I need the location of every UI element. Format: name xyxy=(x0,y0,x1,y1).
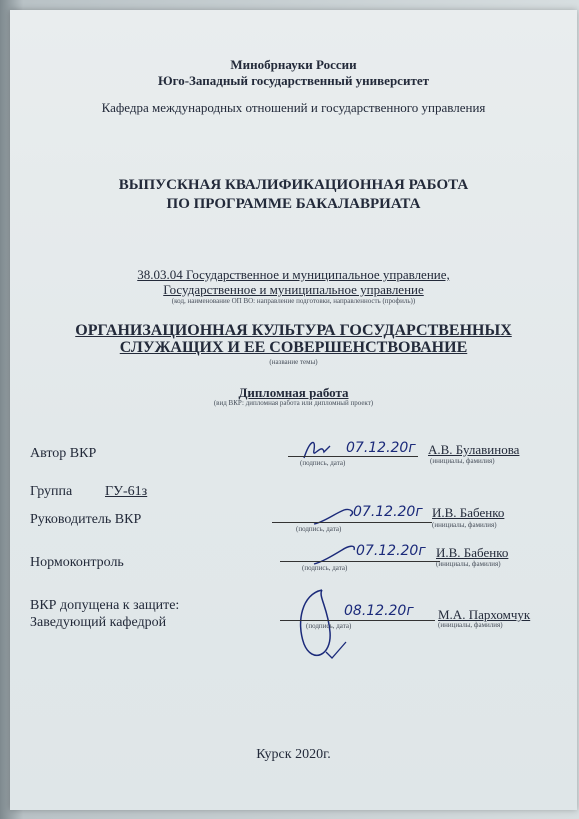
author-sig-caption: (подпись, дата) xyxy=(300,459,346,467)
normcontrol-sig-caption: (подпись, дата) xyxy=(302,564,348,572)
supervisor-label: Руководитель ВКР xyxy=(30,512,142,527)
approval-line1: ВКР допущена к защите: xyxy=(30,598,180,613)
normcontrol-label: Нормоконтроль xyxy=(30,555,124,570)
topic-line2: СЛУЖАЩИХ И ЕЕ СОВЕРШЕНСТВОВАНИЕ xyxy=(119,339,468,356)
group-label: Группа xyxy=(30,484,73,499)
author-label: Автор ВКР xyxy=(30,446,97,461)
program-caption: (код, наименование ОП ВО: направление подготовки, направленность (профиль)) xyxy=(171,297,416,305)
program-line2: Государственное и муниципальное управление xyxy=(163,282,424,297)
author-date: 07.12.20г xyxy=(346,440,416,456)
normcontrol-date: 07.12.20г xyxy=(356,543,426,559)
supervisor-signature-line xyxy=(272,522,432,523)
approval-sig-caption: (подпись, дата) xyxy=(306,622,352,630)
author-name: А.В. Булавинова xyxy=(428,442,520,457)
normcontrol-name: И.В. Бабенко xyxy=(436,545,509,560)
author-name-caption: (инициалы, фамилия) xyxy=(430,457,495,465)
approval-date: 08.12.20г xyxy=(344,603,414,619)
program-line1: 38.03.04 Государственное и муниципальное управление, xyxy=(137,267,450,282)
work-title-line1: ВЫПУСКНАЯ КВАЛИФИКАЦИОННАЯ РАБОТА xyxy=(118,177,469,193)
normcontrol-name-caption: (инициалы, фамилия) xyxy=(436,560,501,568)
work-title-line2: ПО ПРОГРАММЕ БАКАЛАВРИАТА xyxy=(166,196,421,212)
approval-name-caption: (инициалы, фамилия) xyxy=(438,621,503,629)
approval-line2: Заведующий кафедрой xyxy=(30,615,167,630)
title-page xyxy=(10,10,577,810)
supervisor-sig-caption: (подпись, дата) xyxy=(296,525,342,533)
normcontrol-signature-line xyxy=(280,561,440,562)
group-value: ГУ-61з xyxy=(105,484,148,499)
ministry-name: Минобрнауки России xyxy=(230,57,357,72)
supervisor-name-caption: (инициалы, фамилия) xyxy=(432,521,497,529)
city-year: Курск 2020г. xyxy=(256,747,331,762)
work-type: Дипломная работа xyxy=(238,385,349,400)
work-type-caption: (вид ВКР: дипломная работа или дипломный проект) xyxy=(213,399,374,407)
approval-name: М.А. Пархомчук xyxy=(438,607,531,622)
topic-caption: (название темы) xyxy=(269,358,318,366)
topic-line1: ОРГАНИЗАЦИОННАЯ КУЛЬТУРА ГОСУДАРСТВЕННЫХ xyxy=(75,322,512,339)
university-name: Юго-Западный государственный университет xyxy=(158,73,429,88)
supervisor-date: 07.12.20г xyxy=(353,504,423,520)
department-name: Кафедра международных отношений и государственного управления xyxy=(101,100,486,115)
supervisor-name: И.В. Бабенко xyxy=(432,505,505,520)
approval-signature-line xyxy=(280,620,435,621)
author-signature-line xyxy=(288,456,418,457)
